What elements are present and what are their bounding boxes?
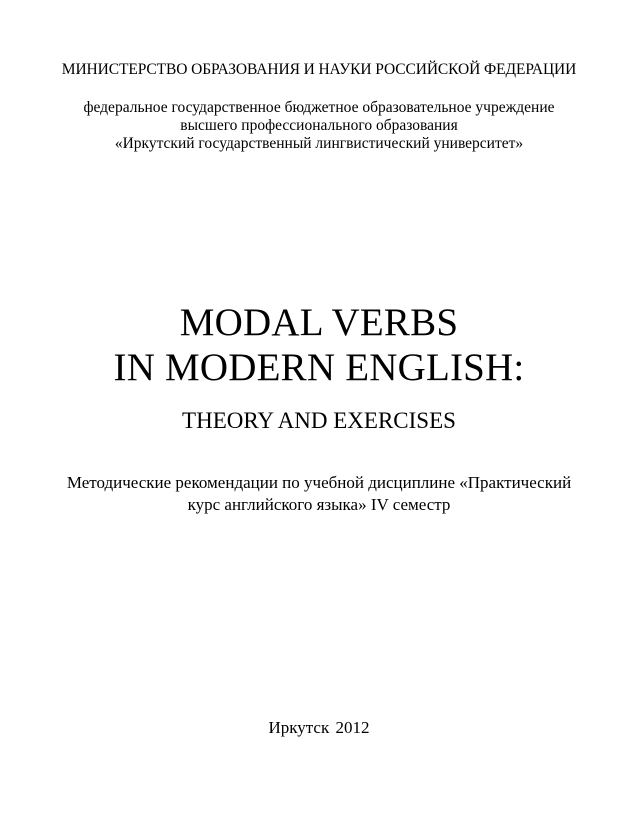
institution-line-3: «Иркутский государственный лингвистический университет» — [114, 135, 524, 152]
institution-line-2: высшего профессионального образования — [180, 117, 458, 134]
description-line-2: курс английского языка» IV семестр — [187, 495, 451, 514]
document-title-line-2: IN MODERN ENGLISH: — [113, 346, 525, 389]
institution-line-1: федеральное государственное бюджетное образовательное учреждение — [83, 99, 555, 116]
ministry-heading: МИНИСТЕРСТВО ОБРАЗОВАНИЯ И НАУКИ РОССИЙСКОЙ ФЕДЕРАЦИИ — [61, 61, 577, 78]
document-title-line-1: MODAL VERBS — [179, 301, 459, 344]
document-subtitle: THEORY AND EXERCISES — [182, 408, 456, 433]
city-year: Иркутск 2012 — [268, 718, 370, 737]
description-line-1: Методические рекомендации по учебной дисциплине «Практический — [66, 473, 572, 492]
